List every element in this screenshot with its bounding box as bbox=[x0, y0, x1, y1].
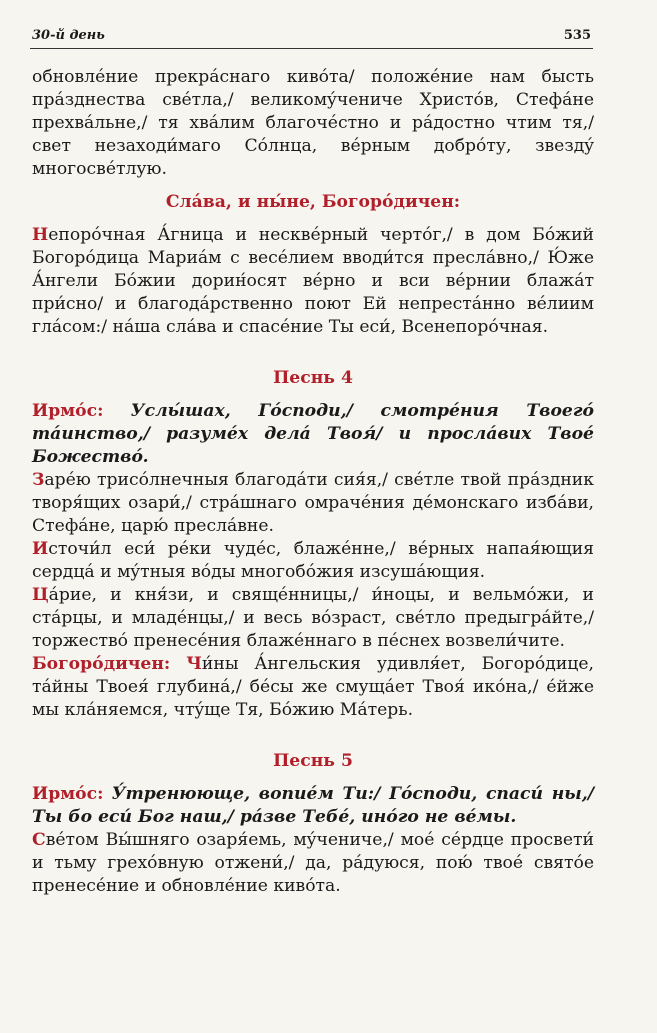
ode5-heading: Песнь 5 bbox=[273, 751, 353, 771]
troparion-text: арéю трисóлнечныя благодáти сия́я,/ свéтле твой прáздник творя́щих озари́,/ стрáшнаго омрачéния дéмонскаго избáви, Стефáне, царю́ преслáвне. bbox=[32, 470, 594, 536]
irmos-text: У́тренююще, вопиéм Ти:/ Гóсподи, спаси́ ны,/ Ты бо еси́ Бог наш,/ рáзве Тебé, инóго не вéмы. bbox=[32, 784, 594, 827]
running-head: 30-й день bbox=[32, 28, 105, 43]
drop-initial: Н bbox=[32, 225, 49, 245]
theotokion-label: Богорóдичен: bbox=[32, 654, 171, 674]
ode4-theotokion bbox=[32, 653, 594, 722]
theotokion-text: епорóчная А́гница и несквéрный чертóг,/ в дом Бóжий Богорóдица Мариáм с весéлием вводи́тся преслáвно,/ Ю́же А́нгели Бóжии дорин́осят вéрно и вси вéрнии блажáт при́сно/ и благодáрственно поют Ей непрестáнно вéлиим глáсом:/ нáша слáва и спасéние Ты еси́, Всенепорóчная. bbox=[32, 225, 594, 337]
page-number: 535 bbox=[563, 28, 591, 43]
ode4-heading: Песнь 4 bbox=[273, 368, 353, 388]
ode4-irmos bbox=[32, 400, 594, 469]
drop-initial: Ц bbox=[32, 585, 49, 605]
theotokion-text: и́ны А́нгельския удивля́ет, Богорóдице, тáйны Твоея́ глубинá,/ бéсы же смущáет Твоя́ икóна,/ е́йже мы кла́няемся, чтýще Тя, Бóжию Мáтерь. bbox=[32, 654, 594, 720]
page-header bbox=[30, 26, 593, 49]
irmos-label: Ирмóс: bbox=[32, 401, 104, 421]
ode5-irmos bbox=[32, 783, 594, 829]
drop-initial: З bbox=[32, 470, 45, 490]
ode4-troparion bbox=[32, 584, 594, 653]
drop-initial: Ч bbox=[186, 654, 202, 674]
drop-initial: И bbox=[32, 539, 49, 559]
ode5-troparion bbox=[32, 829, 594, 898]
irmos-text: Услы́шах, Гóсподи,/ смотрéния Твоегó тáинство,/ разумéх делá Твоя́/ и прослáвих Твоé Божествó. bbox=[32, 401, 594, 467]
irmos-label: Ирмóс: bbox=[32, 784, 104, 804]
drop-initial: С bbox=[32, 830, 46, 850]
ode4-troparion bbox=[32, 469, 594, 538]
troparion-text: вéтом Вы́шняго озаря́емь, мýчениче,/ моé сéрдце просвети́ и тьму грехóвную отжени́,/ да, рáдуюся, пою́ твоé святóе пренесéние и обновлéние кивóта. bbox=[32, 830, 594, 896]
top-paragraph: обновлéние прекрáснаго кивóта/ положéние нам бысть прáзднества свéтла,/ великомýчениче Христóв, Стефáне прехвáльне,/ тя хвáлим благочéстно и рáдостно чтим тя,/ свет незаходи́маго Сóлнца, вéрным добрóту, звездý многосвéтлую. bbox=[32, 67, 594, 179]
page-content bbox=[32, 66, 594, 898]
troparion-text: áрие, и кня́зи, и свящéнницы,/ и́ноцы, и вельмóжи, и стáрцы, и младéнцы,/ и весь вóзраст, свéтло предыгрáйте,/ торжествó пренесéния блажéннаго в пéснех возвели́чите. bbox=[32, 585, 594, 651]
slava-heading: Слáва, и ны́не, Богорóдичен: bbox=[165, 192, 461, 212]
troparion-text: сточи́л еси́ рéки чудéс, блажéнне,/ вéрных напая́ющия сердцá и мýтныя вóды многобóжия изсушáющия. bbox=[32, 539, 594, 582]
theotokion-paragraph bbox=[32, 224, 594, 339]
ode4-troparion bbox=[32, 538, 594, 584]
